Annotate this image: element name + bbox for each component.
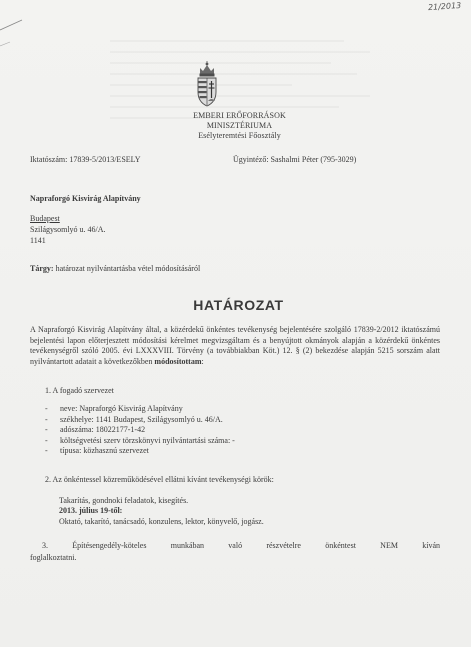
addressee-block	[30, 193, 141, 246]
ministry-name-line1: EMBERI ERŐFORRÁSOK	[193, 111, 286, 120]
activities-line-1: Takarítás, gondnoki feladatok, kisegítés.	[59, 496, 189, 505]
addressee-city: Budapest	[30, 214, 60, 223]
ministry-header	[0, 111, 471, 141]
subject-label: Tárgy:	[30, 264, 54, 273]
list-dash: -	[45, 435, 48, 445]
section-1-heading: 1. A fogadó szervezet	[45, 386, 114, 395]
list-dash: -	[45, 414, 48, 424]
activities-block	[59, 496, 264, 527]
addressee-name: Napraforgó Kisvirág Alapítvány	[30, 194, 141, 203]
paragraph-text: A Napraforgó Kisvirág Alapítvány által, a közérdekű önkéntes tevékenység bejelentésére szolgáló 17839-2/2012 iktatószámú bejelentési lapon előterjesztett módosítási kérelmet megvizsgáltam és a benyújtott okmányok alapján a közérdekű önkéntes tevékenységről szóló 2005. évi LXXXVIII. Törvény (a továbbiakban Köt.) 12. § (2) bekezdése alapján 5215 sorszám alatt nyilvántartott adatait a következőkben	[30, 325, 440, 366]
addressee-street: Szilágysomlyó u. 46/A.	[30, 225, 106, 234]
document-title: HATÁROZAT	[193, 297, 284, 313]
list-item-text: neve: Napraforgó Kisvirág Alapítvány	[60, 404, 183, 413]
list-dash: -	[45, 404, 48, 413]
list-item	[45, 436, 235, 447]
staple-mark-icon	[0, 18, 24, 48]
list-item	[45, 404, 235, 415]
handwritten-note: 21/2013	[427, 0, 462, 13]
paragraph-emphasis: módosítottam	[154, 356, 202, 366]
section-3	[30, 540, 440, 563]
case-number: Iktatószám: 17839-5/2013/ESELY	[30, 155, 141, 164]
department-name: Esélyteremtési Főosztály	[198, 131, 281, 140]
subject-line	[30, 264, 200, 273]
list-item-text: költségvetési szerv törzskönyvi nyilvántartási száma: -	[60, 435, 235, 445]
list-item	[45, 425, 235, 436]
hungarian-coat-of-arms-icon	[194, 60, 220, 108]
subject-text: határozat nyilvántartásba vétel módosításáról	[53, 264, 201, 273]
paragraph-end: :	[201, 356, 204, 366]
case-handler: Ügyintéző: Sashalmi Péter (795-3029)	[233, 155, 357, 164]
list-item-text: típusa: közhasznú szervezet	[60, 446, 149, 456]
list-item-text: adószáma: 18022177-1-42	[60, 425, 146, 435]
decision-paragraph	[30, 325, 440, 367]
list-item	[45, 446, 235, 457]
list-item-text: székhelye: 1141 Budapest, Szilágysomlyó u. 46/A.	[60, 414, 223, 424]
section-3-line-2: foglalkoztatni.	[30, 552, 77, 562]
organization-details-list	[45, 404, 235, 457]
addressee-postcode: 1141	[30, 236, 46, 245]
list-item	[45, 415, 235, 426]
activities-date: 2013. július 19-től:	[59, 506, 123, 516]
section-2-heading: 2. Az önkéntessel közreműködésével ellátni kívánt tevékenységi körök:	[45, 475, 274, 484]
activities-line-2: Oktató, takarító, tanácsadó, konzulens, lektor, könyvelő, jogász.	[59, 516, 264, 526]
section-3-line-1: 3. Építésengedély-köteles munkában való részvételre önkéntest NEM kíván	[42, 541, 440, 550]
list-dash: -	[45, 425, 48, 435]
ministry-name-line2: MINISZTÉRIUMA	[206, 121, 273, 130]
list-dash: -	[45, 446, 48, 456]
